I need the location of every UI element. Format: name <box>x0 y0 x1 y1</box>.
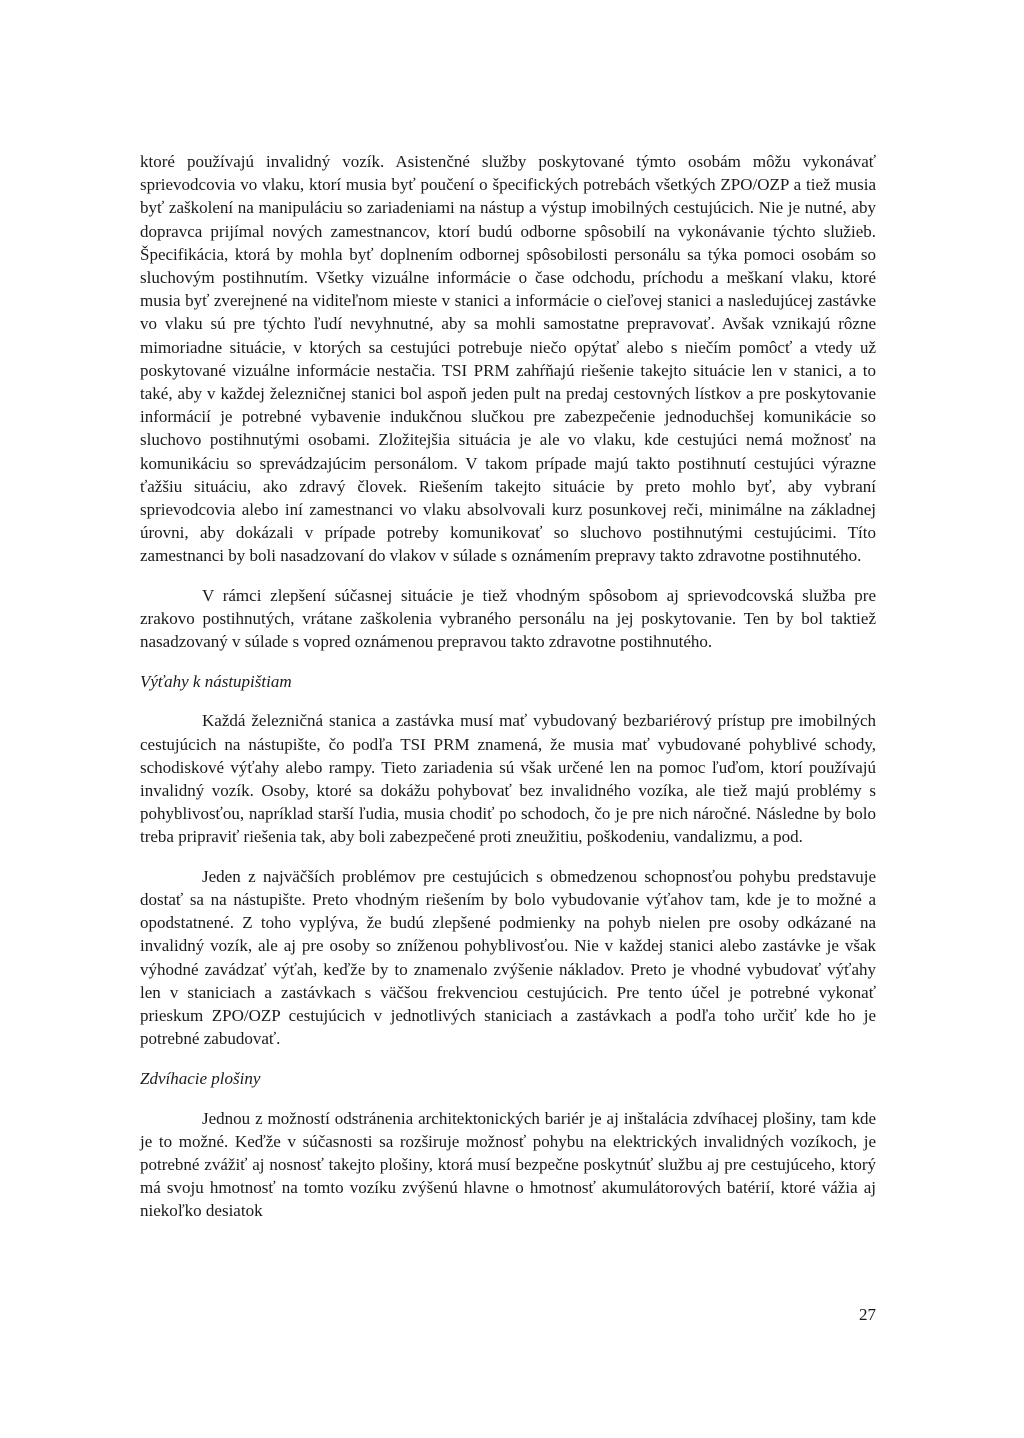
page-number: 27 <box>859 1305 876 1324</box>
paragraph: Každá železničná stanica a zastávka musí mať vybudovaný bezbariérový prístup pre imobilných cestujúcich na nástupište, čo podľa TSI PRM znamená, že musia mať vybudované pohyblivé schody, schodiskové výťahy alebo rampy. Tieto zariadenia sú však určené len na pomoc ľuďom, ktorí používajú invalidný vozík. Osoby, ktoré sa dokážu pohybovať bez invalidného vozíka, ale tiež majú problémy s pohyblivosťou, napríklad starší ľudia, musia chodiť po schodoch, čo je pre nich náročné. Následne by bolo treba pripraviť riešenia tak, aby boli zabezpečené proti zneužitiu, poškodeniu, vandalizmu, a pod. <box>140 711 876 847</box>
paragraph: V rámci zlepšení súčasnej situácie je tiež vhodným spôsobom aj sprievodcovská služba pre zrakovo postihnutých, vrátane zaškolenia vybraného personálu na jej poskytovanie. Ten by bol taktiež nasadzovaný v súlade s vopred oznámenou prepravou takto zdravotne postihnutého. <box>140 585 876 652</box>
paragraph: Jeden z najväčších problémov pre cestujúcich s obmedzenou schopnosťou pohybu predstavuje dostať sa na nástupište. Preto vhodným riešením by bolo vybudovanie výťahov tam, kde je to možné a opodstatnené. Z toho vyplýva, že budú zlepšené podmienky na pohyb nielen pre osoby odkázané na invalidný vozík, ale aj pre osoby so zníženou pohyblivosťou. Nie v každej stanici alebo zastávke je však výhodné zavádzať výťah, keďže by to znamenalo zvýšenie nákladov. Preto je vhodné vybudovať výťahy len v staniciach a zastávkach s väčšou frekvenciou cestujúcich. Pre tento účel je potrebné vykonať prieskum ZPO/OZP cestujúcich v jednotlivých staniciach a zastávkach a podľa toho určiť kde ho je potrebné zabudovať. <box>140 866 876 1049</box>
document-body <box>140 150 876 1223</box>
paragraph: ktoré používajú invalidný vozík. Asistenčné služby poskytované týmto osobám môžu vykonávať sprievodcovia vo vlaku, ktorí musia byť poučení o špecifických potrebách všetkých ZPO/OZP a tiež musia byť zaškolení na manipuláciu so zariadeniami na nástup a výstup imobilných cestujúcich. Nie je nutné, aby dopravca prijímal nových zamestnancov, ktorí budú odborne spôsobilí na vykonávanie týchto služieb. Špecifikácia, ktorá by mohla byť doplnením odbornej spôsobilosti personálu sa týka pomoci osobám so sluchovým postihnutím. Všetky vizuálne informácie o čase odchodu, príchodu a meškaní vlaku, ktoré musia byť zverejnené na viditeľnom mieste v stanici a informácie o cieľovej stanici a nasledujúcej zastávke vo vlaku sú pre týchto ľudí nevyhnutné, aby sa mohli samostatne prepravovať. Avšak vznikajú rôzne mimoriadne situácie, v ktorých sa cestujúci potrebuje niečo opýtať alebo s niečím pomôcť a vtedy už poskytované vizuálne informácie nestačia. TSI PRM zahŕňajú riešenie takejto situácie len v stanici, a to také, aby v každej železničnej stanici bol aspoň jeden pult na predaj cestovných lístkov a pre poskytovanie informácií je potrebné vybavenie indukčnou slučkou pre zabezpečenie jednoduchšej komunikácie so sluchovo postihnutými osobami. Zložitejšia situácia je ale vo vlaku, kde cestujúci nemá možnosť na komunikáciu so sprevádzajúcim personálom. V takom prípade majú takto postihnutí cestujúci výrazne ťažšiu situáciu, ako zdravý človek. Riešením takejto situácie by preto mohlo byť, aby vybraní sprievodcovia alebo iní zamestnanci vo vlaku absolvovali kurz posunkovej reči, minimálne na základnej úrovni, aby dokázali v prípade potreby komunikovať so sluchovo postihnutými cestujúcimi. Títo zamestnanci by boli nasadzovaní do vlakov v súlade s oznámením prepravy takto zdravotne postihnutého. <box>140 152 876 566</box>
section-heading-platforms: Zdvíhacie plošiny <box>140 1069 261 1089</box>
paragraph: Jednou z možností odstránenia architektonických bariér je aj inštalácia zdvíhacej plošiny, tam kde je to možné. Keďže v súčasnosti sa rozširuje možnosť pohybu na elektrických invalidných vozíkoch, je potrebné zvážiť aj nosnosť takejto plošiny, ktorá musí bezpečne poskytnúť službu aj pre cestujúceho, ktorý má svoju hmotnosť na tomto vozíku zvýšenú hlavne o hmotnosť akumulátorových batérií, ktoré vážia aj niekoľko desiatok <box>140 1108 876 1221</box>
section-heading-lifts: Výťahy k nástupištiam <box>140 672 292 692</box>
